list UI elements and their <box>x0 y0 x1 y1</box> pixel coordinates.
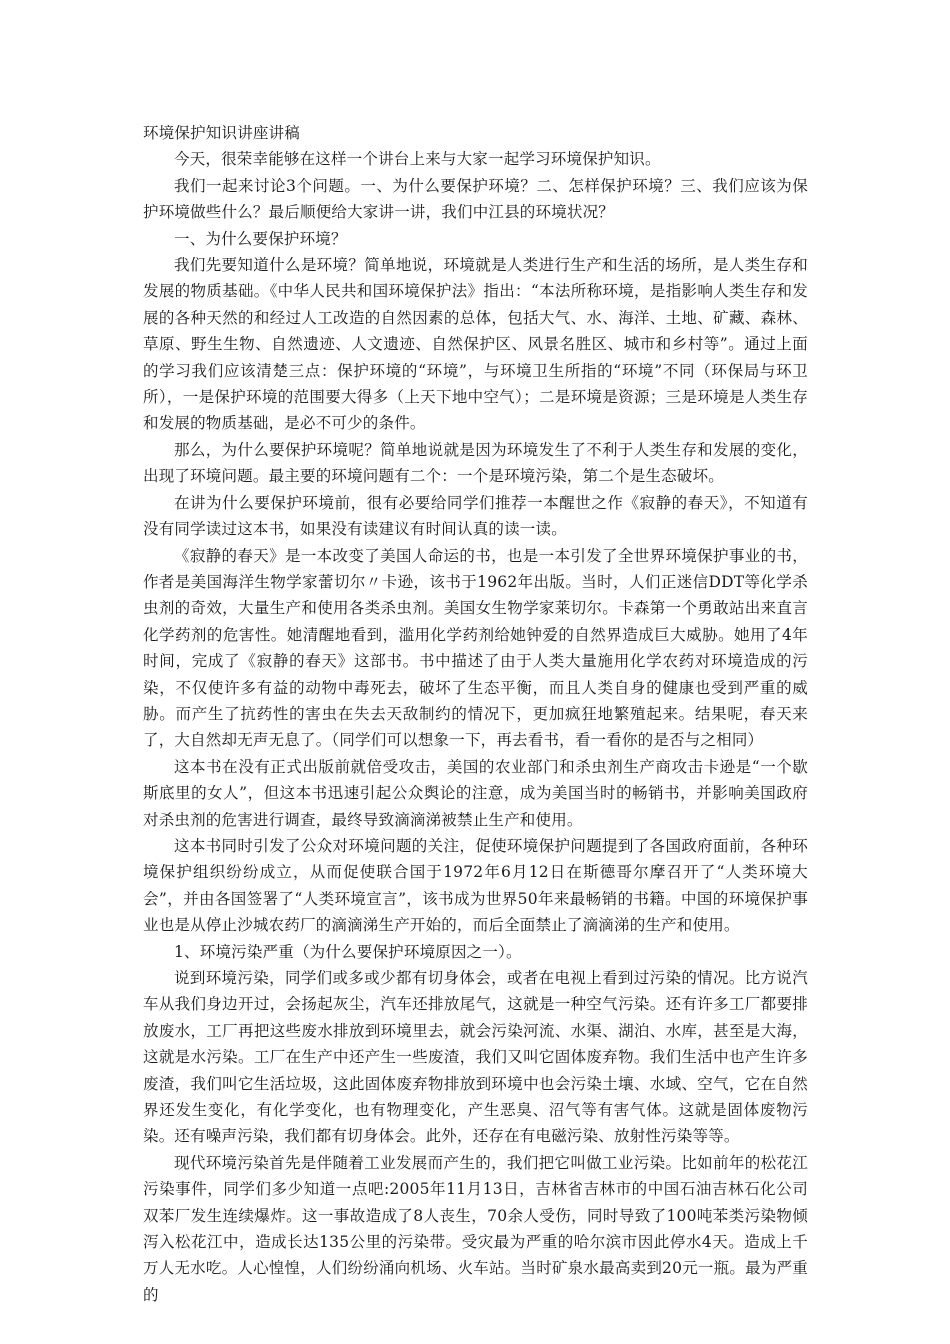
paragraph-topics: 我们一起来讨论3个问题。一、为什么要保护环境？二、怎样保护环境？三、我们应该为保护环境做些什么？最后顺便给大家讲一讲，我们中江县的环境状况？ <box>143 176 808 222</box>
paragraph-pollution-types: 说到环境污染，同学们或多或少都有切身体会，或者在电视上看到过污染的情况。比方说汽车从我们身边开过，会扬起灰尘，汽车还排放尾气，这就是一种空气污染。还有许多工厂都要排放废水，工厂再把这些废水排放到环境里去，就会污染河流、水渠、湖泊、水库，甚至是大海，这就是水污染。工厂在生产中还产生一些废渣，我们又叫它固体废弃物。我们生活中也产生许多废渣，我们叫它生活垃圾，这此固体废弃物排放到环境中也会污染土壤、水域、空气，它在自然界还发生变化，有化学变化，也有物理变化，产生恶臭、沼气等有害气体。这就是固体废物污染。还有噪声污染，我们都有切身体会。此外，还存在有电磁污染、放射性污染等等。 <box>143 969 808 1146</box>
section-heading-why-protect: 一、为什么要保护环境？ <box>174 229 347 248</box>
paragraph-what-is-environment: 我们先要知道什么是环境？简单地说，环境就是人类进行生产和生活的场所，是人类生存和发展的物质基础。《中华人民共和国环境保护法》指出：“本法所称环境，是指影响人类生存和发展的各种天然的和经过人工改造的自然因素的总体，包括大气、水、海洋、土地、矿藏、森林、草原、野生生物、自然遗迹、人文遗迹、自然保护区、风景名胜区、城市和乡村等”。通过上面的学习我们应该清楚三点：保护环境的“环境”，与环境卫生所指的“环境”不同（环保局与环卫所），一是保护环境的范围要大得多（上天下地中空气）；二是环境是资源；三是环境是人类生存和发展的物质基础，是必不可少的条件。 <box>143 256 808 433</box>
paragraph-book-attacked: 这本书在没有正式出版前就倍受攻击，美国的农业部门和杀虫剂生产商攻击卡逊是“一个歇斯底里的女人”，但这本书迅速引起公众舆论的注意，成为美国当时的畅销书，并影响美国政府对杀虫剂的危害进行调查，最终导致滴滴涕被禁止生产和使用。 <box>143 757 808 829</box>
paragraph-why-protect: 那么，为什么要保护环境呢？简单地说就是因为环境发生了不利于人类生存和发展的变化，出现了环境问题。最主要的环境问题有二个：一个是环境污染，第二个是生态破坏。 <box>143 440 808 486</box>
paragraph-industrial-pollution: 现代环境污染首先是伴随着工业发展而产生的，我们把它叫做工业污染。比如前年的松花江污染事件，同学们多少知道一点吧:2005年11月13日，吉林省吉林市的中国石油吉林石化公司双苯厂发生连续爆炸。这一事故造成了8人丧生，70余人受伤，同时导致了100吨苯类污染物倾泻入松花江中，造成长达135公里的污染带。受灾最为严重的哈尔滨市因此停水4天。造成上千万人无水吃。人心惶惶，人们纷纷涌向机场、火车站。当时矿泉水最高卖到20元一瓶。最为严重的 <box>143 1153 808 1304</box>
paragraph-book-recommendation: 在讲为什么要保护环境前，很有必要给同学们推荐一本醒世之作《寂静的春天》，不知道有没有同学读过这本书，如果没有读建议有时间认真的读一读。 <box>143 493 808 539</box>
paragraph-public-attention: 这本书同时引发了公众对环境问题的关注，促使环境保护问题提到了各国政府面前，各种环境保护组织纷纷成立，从而促使联合国于1972年6月12日在斯德哥尔摩召开了“人类环境大会”，并由各国签署了“人类环境宣言”，该书成为世界50年来最畅销的书籍。中国的环境保护事业也是从停止沙城农药厂的滴滴涕生产开始的，而后全面禁止了滴滴涕的生产和使用。 <box>143 836 808 935</box>
paragraph-intro: 今天，很荣幸能够在这样一个讲台上来与大家一起学习环境保护知识。 <box>174 150 661 169</box>
subsection-heading-pollution: 1、环境污染严重（为什么要保护环境原因之一）。 <box>174 942 522 961</box>
paragraph-silent-spring: 《寂静的春天》是一本改变了美国人命运的书，也是一本引发了全世界环境保护事业的书，作者是美国海洋生物学家蕾切尔〃卡逊，该书于1962年出版。当时，人们正迷信DDT等化学杀虫剂的奇效，大量生产和使用各类杀虫剂。美国女生物学家莱切尔。卡森第一个勇敢站出来直言化学药剂的危害性。她清醒地看到，滥用化学药剂给她钟爱的自然界造成巨大威胁。她用了4年时间，完成了《寂静的春天》这部书。书中描述了由于人类大量施用化学农药对环境造成的污染，不仅使许多有益的动物中毒死去，破坏了生态平衡，而且人类自身的健康也受到严重的威胁。而产生了抗药性的害虫在失去天敌制约的情况下，更加疯狂地繁殖起来。结果呢，春天来了，大自然却无声无息了。（同学们可以想象一下，再去看书，看一看你的是否与之相同） <box>143 546 808 750</box>
document-title: 环境保护知识讲座讲稿 <box>143 124 301 142</box>
document-page <box>143 120 808 1308</box>
